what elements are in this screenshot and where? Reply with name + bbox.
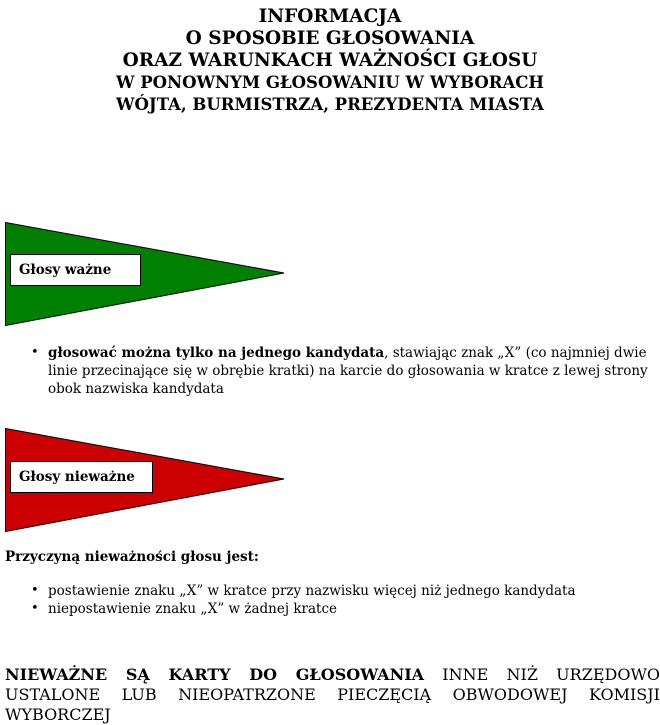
bullet-icon: •	[31, 601, 39, 616]
rule-bold-text: głosować można tylko na jednego kandydata	[48, 345, 385, 361]
footer-text: INNE NIŻ URZĘDOWO USTALONE LUB NIEOPATRZONE PIECZĘCIĄ OBWODOWEJ KOMISJI WYBORCZEJ	[5, 665, 660, 724]
bullet-icon: •	[31, 583, 39, 598]
reason-text: niepostawienie znaku „X” w żadnej kratce	[48, 601, 337, 617]
valid-votes-pennant	[5, 222, 285, 326]
invalid-votes-label: Głosy nieważne	[10, 461, 153, 493]
invalidity-reason-heading: Przyczyną nieważności głosu jest:	[5, 549, 259, 565]
valid-votes-rules	[5, 344, 660, 398]
invalid-ballots-note	[5, 665, 660, 725]
valid-votes-label: Głosy ważne	[10, 254, 141, 286]
rule-text: , stawiając znak „X” (co najmniej dwie linie przecinające się w obrębie kratki) na karcie do głosowania w kratce z lewej strony obok nazwiska kandydata	[48, 345, 648, 397]
reason-text: postawienie znaku „X” w kratce przy nazwisku więcej niż jednego kandydata	[48, 583, 576, 599]
list-item	[5, 582, 655, 600]
bullet-icon: •	[31, 345, 39, 360]
title-line-2: O SPOSOBIE GŁOSOWANIA	[185, 28, 475, 49]
footer-bold-text: NIEWAŻNE SĄ KARTY DO GŁOSOWANIA	[5, 665, 425, 684]
document-title	[0, 6, 660, 116]
invalidity-reasons	[5, 582, 655, 618]
list-item	[5, 344, 660, 398]
title-line-4: W PONOWNYM GŁOSOWANIU W WYBORACH	[115, 73, 545, 92]
title-line-1: INFORMACJA	[258, 6, 402, 27]
list-item	[5, 600, 655, 618]
title-line-3: ORAZ WARUNKACH WAŻNOŚCI GŁOSU	[122, 50, 538, 71]
title-line-5: WÓJTA, BURMISTRZA, PREZYDENTA MIASTA	[116, 95, 544, 114]
invalid-votes-pennant	[5, 428, 285, 532]
